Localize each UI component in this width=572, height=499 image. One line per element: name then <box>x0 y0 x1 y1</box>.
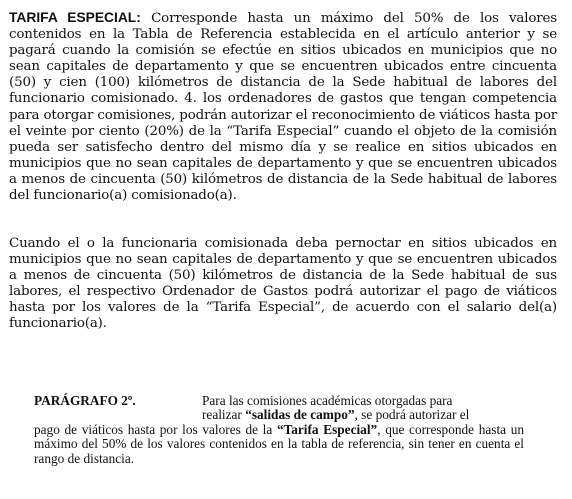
tarifa-especial-paragraph <box>9 10 557 204</box>
paragrafo-2-body <box>34 423 524 466</box>
paragrafo-2-block <box>34 394 524 466</box>
paragrafo-2-intro <box>202 394 524 423</box>
paragrafo-2-line2-pre: realizar <box>202 407 246 423</box>
salidas-de-campo-emphasis: “salidas de campo” <box>245 407 355 423</box>
paragrafo-2-line1: Para las comisiones académicas otorgadas para <box>202 393 453 408</box>
paragrafo-2-line2 <box>202 408 524 422</box>
tarifa-especial-emphasis: “Tarifa Especial” <box>276 421 378 437</box>
tarifa-especial-text: Corresponde hasta un máximo del 50% de los valores contenidos en la Tabla de Referencia establecida en el artículo anterior y se pagará cuando la comisión se efectúe en sitios ubicados en municipios que no sean capitales de departamento y que se encuentren ubicados entre cincuenta (50) y cien (100) kilómetros de distancia de la Sede habitual de labores del funcionario comisionado. 4. los ordenadores de gastos que tengan competencia para otorgar comisiones, podrán autorizar el reconocimiento de viáticos hasta por el veinte por ciento (20%) de la “Tarifa Especial” cuando el objeto de la comisión pueda ser satisfecho dentro del mismo día y se realice en sitios ubicados en municipios que no sean capitales de departamento y que se encuentren ubicados a menos de cincuenta (50) kilómetros de distancia de la Sede habitual de labores del funcionario(a) comisionado(a). <box>9 11 557 204</box>
paragrafo-2-line2-post: , se podrá autorizar el <box>354 407 470 423</box>
tarifa-especial-heading: TARIFA ESPECIAL: <box>9 10 141 25</box>
paragrafo-2-body-pre: pago de viáticos hasta por los valores de la <box>34 421 277 437</box>
pernoctar-text: Cuando el o la funcionaria comisionada deba pernoctar en sitios ubicados en municipios que no sean capitales de departamento y que se encuentren ubicados a menos de cincuenta (50) kilómetros de distancia de la Sede habitual de sus labores, el respectivo Ordenador de Gastos podrá autorizar el pago de viáticos hasta por los valores de la “Tarifa Especial”, de acuerdo con el salario del(a) funcionario(a). <box>9 236 557 332</box>
paragrafo-2-label: PARÁGRAFO 2º. <box>34 393 136 408</box>
pernoctar-paragraph <box>9 236 557 333</box>
paragrafo-2-body-post: , que corresponde hasta un máximo del 50% de los valores contenidos en la tabla de referencia, sin tener en cuenta el rango de distancia. <box>34 421 525 466</box>
